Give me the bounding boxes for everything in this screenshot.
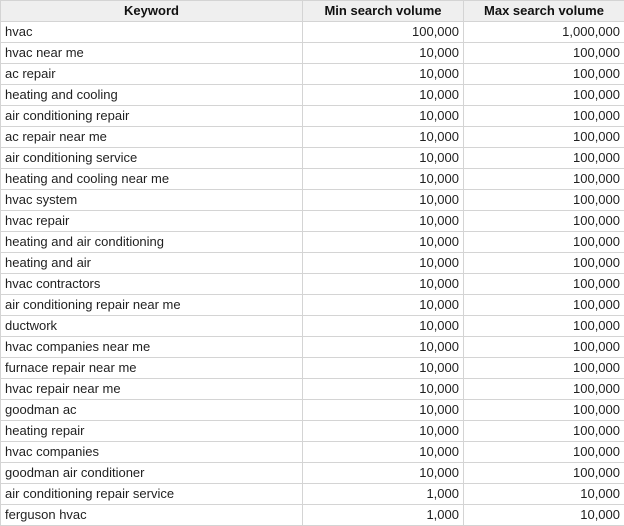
table-row — [1, 253, 624, 274]
table-row — [1, 442, 624, 463]
header-row — [1, 1, 624, 22]
table-row — [1, 22, 624, 43]
min-volume-cell[interactable]: 10,000 — [303, 274, 464, 295]
min-volume-cell[interactable]: 10,000 — [303, 232, 464, 253]
min-volume-cell[interactable]: 10,000 — [303, 379, 464, 400]
max-volume-cell[interactable]: 100,000 — [464, 274, 624, 295]
header-max-search-volume[interactable]: Max search volume — [464, 1, 624, 22]
table-row — [1, 64, 624, 85]
min-volume-cell[interactable]: 10,000 — [303, 442, 464, 463]
min-volume-cell[interactable]: 10,000 — [303, 127, 464, 148]
table-row — [1, 463, 624, 484]
keyword-cell[interactable]: hvac — [1, 22, 303, 43]
table-row — [1, 169, 624, 190]
table-row — [1, 85, 624, 106]
max-volume-cell[interactable]: 100,000 — [464, 148, 624, 169]
max-volume-cell[interactable]: 100,000 — [464, 253, 624, 274]
table-row — [1, 295, 624, 316]
min-volume-cell[interactable]: 10,000 — [303, 211, 464, 232]
max-volume-cell[interactable]: 100,000 — [464, 316, 624, 337]
table-row — [1, 358, 624, 379]
min-volume-cell[interactable]: 10,000 — [303, 106, 464, 127]
keyword-cell[interactable]: hvac repair near me — [1, 379, 303, 400]
min-volume-cell[interactable]: 10,000 — [303, 64, 464, 85]
max-volume-cell[interactable]: 100,000 — [464, 421, 624, 442]
keyword-cell[interactable]: heating and cooling — [1, 85, 303, 106]
table-row — [1, 148, 624, 169]
max-volume-cell[interactable]: 10,000 — [464, 505, 624, 526]
keyword-cell[interactable]: furnace repair near me — [1, 358, 303, 379]
min-volume-cell[interactable]: 10,000 — [303, 85, 464, 106]
min-volume-cell[interactable]: 1,000 — [303, 505, 464, 526]
table-row — [1, 106, 624, 127]
table-row — [1, 211, 624, 232]
max-volume-cell[interactable]: 100,000 — [464, 169, 624, 190]
max-volume-cell[interactable]: 100,000 — [464, 379, 624, 400]
table-row — [1, 379, 624, 400]
keyword-cell[interactable]: goodman ac — [1, 400, 303, 421]
keyword-cell[interactable]: ac repair near me — [1, 127, 303, 148]
keyword-cell[interactable]: goodman air conditioner — [1, 463, 303, 484]
max-volume-cell[interactable]: 100,000 — [464, 463, 624, 484]
max-volume-cell[interactable]: 100,000 — [464, 106, 624, 127]
table-row — [1, 232, 624, 253]
min-volume-cell[interactable]: 1,000 — [303, 484, 464, 505]
keyword-cell[interactable]: hvac contractors — [1, 274, 303, 295]
min-volume-cell[interactable]: 10,000 — [303, 358, 464, 379]
keyword-cell[interactable]: hvac companies near me — [1, 337, 303, 358]
max-volume-cell[interactable]: 100,000 — [464, 337, 624, 358]
max-volume-cell[interactable]: 100,000 — [464, 190, 624, 211]
table-row — [1, 337, 624, 358]
min-volume-cell[interactable]: 10,000 — [303, 190, 464, 211]
min-volume-cell[interactable]: 10,000 — [303, 169, 464, 190]
table-row — [1, 505, 624, 526]
header-min-search-volume[interactable]: Min search volume — [303, 1, 464, 22]
min-volume-cell[interactable]: 10,000 — [303, 295, 464, 316]
table-body — [1, 22, 624, 526]
max-volume-cell[interactable]: 10,000 — [464, 484, 624, 505]
table-row — [1, 190, 624, 211]
max-volume-cell[interactable]: 100,000 — [464, 211, 624, 232]
min-volume-cell[interactable]: 100,000 — [303, 22, 464, 43]
keyword-cell[interactable]: air conditioning repair — [1, 106, 303, 127]
keyword-cell[interactable]: ferguson hvac — [1, 505, 303, 526]
max-volume-cell[interactable]: 100,000 — [464, 232, 624, 253]
min-volume-cell[interactable]: 10,000 — [303, 421, 464, 442]
keyword-cell[interactable]: heating repair — [1, 421, 303, 442]
max-volume-cell[interactable]: 100,000 — [464, 43, 624, 64]
keyword-cell[interactable]: hvac near me — [1, 43, 303, 64]
max-volume-cell[interactable]: 1,000,000 — [464, 22, 624, 43]
max-volume-cell[interactable]: 100,000 — [464, 400, 624, 421]
min-volume-cell[interactable]: 10,000 — [303, 253, 464, 274]
keyword-cell[interactable]: hvac companies — [1, 442, 303, 463]
max-volume-cell[interactable]: 100,000 — [464, 295, 624, 316]
table-row — [1, 484, 624, 505]
max-volume-cell[interactable]: 100,000 — [464, 442, 624, 463]
header-keyword[interactable]: Keyword — [1, 1, 303, 22]
table-row — [1, 421, 624, 442]
min-volume-cell[interactable]: 10,000 — [303, 316, 464, 337]
max-volume-cell[interactable]: 100,000 — [464, 64, 624, 85]
max-volume-cell[interactable]: 100,000 — [464, 127, 624, 148]
keyword-cell[interactable]: heating and cooling near me — [1, 169, 303, 190]
keyword-cell[interactable]: ductwork — [1, 316, 303, 337]
table-row — [1, 274, 624, 295]
keyword-cell[interactable]: hvac repair — [1, 211, 303, 232]
max-volume-cell[interactable]: 100,000 — [464, 358, 624, 379]
keyword-cell[interactable]: heating and air conditioning — [1, 232, 303, 253]
table-row — [1, 127, 624, 148]
table-row — [1, 400, 624, 421]
min-volume-cell[interactable]: 10,000 — [303, 400, 464, 421]
min-volume-cell[interactable]: 10,000 — [303, 337, 464, 358]
min-volume-cell[interactable]: 10,000 — [303, 463, 464, 484]
keyword-cell[interactable]: ac repair — [1, 64, 303, 85]
keyword-cell[interactable]: hvac system — [1, 190, 303, 211]
keyword-cell[interactable]: air conditioning service — [1, 148, 303, 169]
table-row — [1, 43, 624, 64]
keyword-cell[interactable]: air conditioning repair near me — [1, 295, 303, 316]
min-volume-cell[interactable]: 10,000 — [303, 43, 464, 64]
min-volume-cell[interactable]: 10,000 — [303, 148, 464, 169]
keyword-cell[interactable]: air conditioning repair service — [1, 484, 303, 505]
max-volume-cell[interactable]: 100,000 — [464, 85, 624, 106]
keyword-cell[interactable]: heating and air — [1, 253, 303, 274]
table-row — [1, 316, 624, 337]
